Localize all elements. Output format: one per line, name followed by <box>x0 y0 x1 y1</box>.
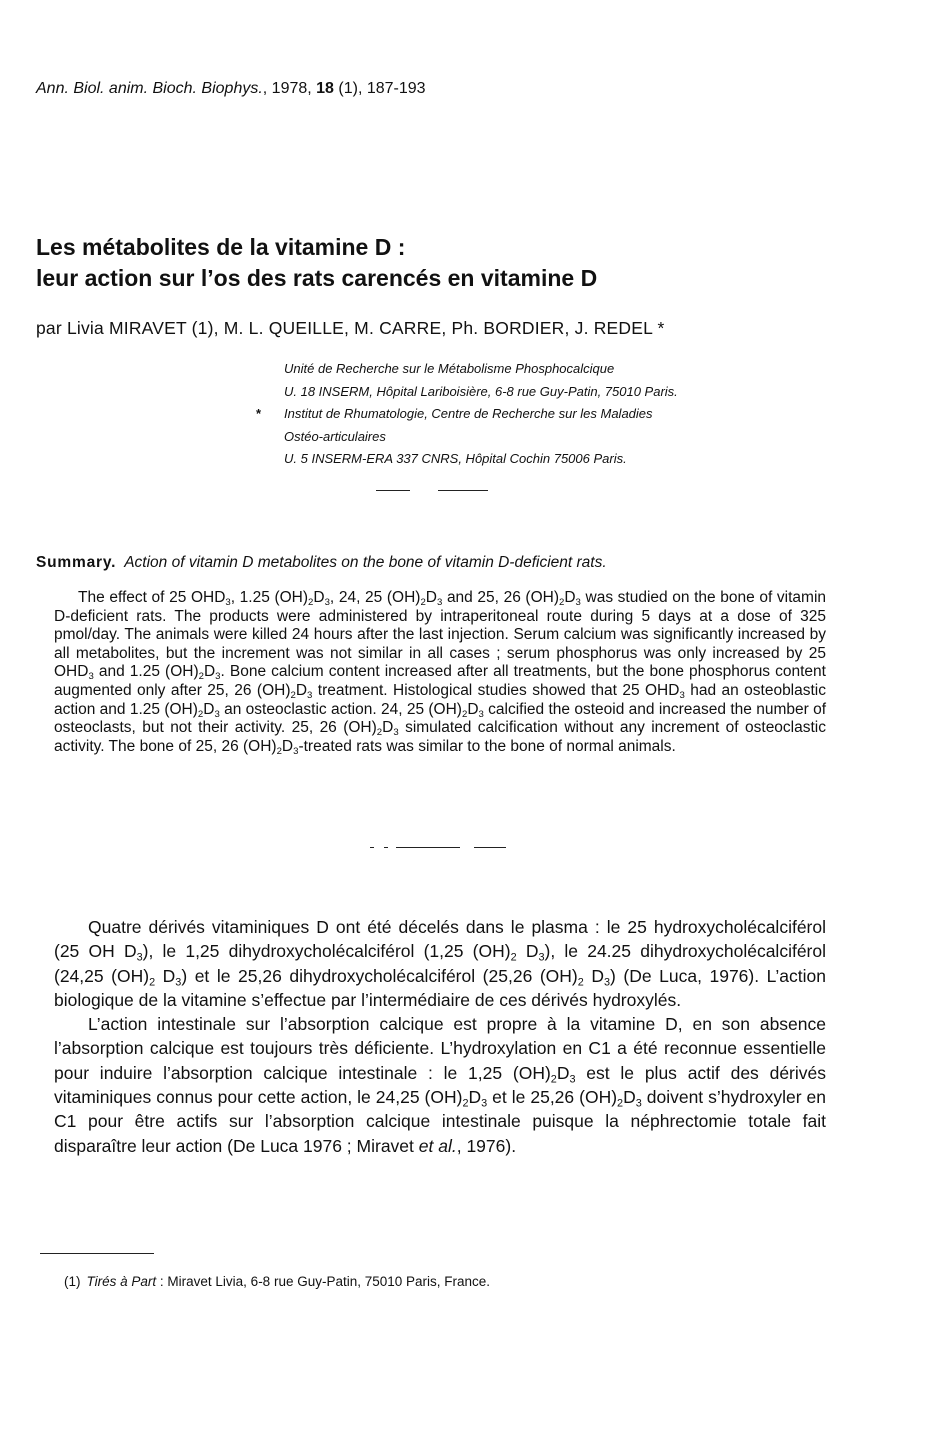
divider-short-left <box>376 490 410 491</box>
summary-heading <box>36 554 607 572</box>
summary-text <box>54 589 826 756</box>
journal-issue-pages: (1), 187-193 <box>333 80 426 97</box>
divider-short-right <box>438 490 488 491</box>
title-line-2: leur action sur l’os des rats carencés en vitamine D <box>36 265 598 291</box>
divider-long <box>396 847 460 848</box>
article-title <box>36 232 896 294</box>
affiliation-line-2: U. 18 INSERM, Hôpital Lariboisière, 6-8 rue Guy-Patin, 75010 Paris. <box>284 383 678 399</box>
affiliation-line-5: U. 5 INSERM-ERA 337 CNRS, Hôpital Cochin 75006 Paris. <box>284 451 627 466</box>
divider-dot-2 <box>384 847 388 848</box>
journal-abbreviation: Ann. Biol. anim. Bioch. Biophys. <box>36 80 263 97</box>
footnote-rule <box>40 1253 154 1254</box>
summary-label: Summary. <box>36 554 117 571</box>
journal-citation <box>36 80 426 98</box>
affiliations <box>256 358 896 471</box>
divider-dot-1 <box>370 847 374 848</box>
divider-short <box>474 847 506 848</box>
affiliation-line-1: Unité de Recherche sur le Métabolisme Phosphocalcique <box>284 361 615 376</box>
affiliation-line-3-text: Institut de Rhumatologie, Centre de Recherche sur les Maladies <box>284 406 653 421</box>
affiliation-line-3 <box>256 403 896 426</box>
body-paragraph-2: L’action intestinale sur l’absorption calcique est propre à la vitamine D, en son absence l’absorption calcique est toujours très déficiente. L’hydroxylation en C1 a été reconnue essentielle pour induire l’absorption calcique intestinale : le 1,25 $(OH)_2D_3$ est le plus actif des dérivés vitaminiques connus pour cette action, le 24,25 $(OH)_2D_3$ et le 25,26 $(OH)_2D_3$ doivent s’hydroxyler en C1 pour être actifs sur l’absorption calcique intestinale puisque la néphrectomie totale fait disparaître leur action (De Luca 1976 ; Miravet et al., 1976). <box>54 1014 826 1156</box>
journal-volume: 18 <box>316 80 334 97</box>
summary-subtitle: Action of vitamin D metabolites on the bone of vitamin D-deficient rats. <box>124 554 607 571</box>
author-prefix: par Livia MIRAVET <box>36 318 192 338</box>
author-rest: , M. L. QUEILLE, M. CARRE, Ph. BORDIER, J. REDEL * <box>213 318 665 338</box>
footnote-mark: (1) <box>64 1274 81 1289</box>
affiliation-line-4: Ostéo-articulaires <box>284 428 386 444</box>
affiliation-star: * <box>256 406 262 421</box>
summary-paragraph: The effect of 25 $OHD_3$, 1.25 $(OH)_2D_3$, 24, 25 $(OH)_2D_3$ and 25, 26 $(OH)_2D_3$ was studied on the bone of vitamin D-deficient rats. The products were administered by intraperitoneal route during 5 days at a dose of 325 pmol/day. The animals were killed 24 hours after the last injection. Serum calcium was significantly increased by all metabolites, but the increment was not similar in all cases ; serum phosphorus was only increased by 25 $OHD_3$ and 1.25 $(OH)_2D_3$. Bone calcium content increased after all treatments, but the bone phosphorus content augmented only after 25, 26 $(OH)_2D_3$ treatment. Histological studies showed that 25 $OHD_3$ had an osteoblastic action and 1.25 $(OH)_2D_3$ an osteoclastic action. 24, 25 $(OH)_2D_3$ calcified the osteoid and increased the number of osteoclasts, but not their activity. 25, 26 $(OH)_2D_3$ simulated calcification without any increment of osteoclastic activity. The bone of 25, 26 $(OH)_2D_3$-treated rats was similar to the bone of normal animals. <box>54 589 827 757</box>
footnote-text: : Miravet Livia, 6-8 rue Guy-Patin, 75010 Paris, France. <box>156 1274 491 1289</box>
author-line <box>36 318 665 339</box>
footnote-label: Tirés à Part <box>86 1274 157 1289</box>
body-text <box>54 915 826 1158</box>
footnote <box>64 1274 490 1289</box>
body-paragraph-1: Quatre dérivés vitaminiques D ont été décelés dans le plasma : le 25 hydroxycholécalciférol (25 OH $D_3$), le 1,25 dihydroxycholécalciférol (1,25 $(OH)_2$ $D_3$), le 24.25 dihydroxycholécalciférol (24,25 $(OH)_2$ $D_3$) et le 25,26 dihydroxycholécalciférol (25,26 $(OH)_2$ $D_3$) (De Luca, 1976). L’action biologique de la vitamine s’effectue par l’intermédiaire de ces dérivés hydroxylés. <box>54 917 826 1010</box>
journal-year: , 1978, <box>262 80 317 97</box>
title-line-1: Les métabolites de la vitamine D : <box>36 234 406 260</box>
author-note-mark: (1) <box>191 318 214 338</box>
